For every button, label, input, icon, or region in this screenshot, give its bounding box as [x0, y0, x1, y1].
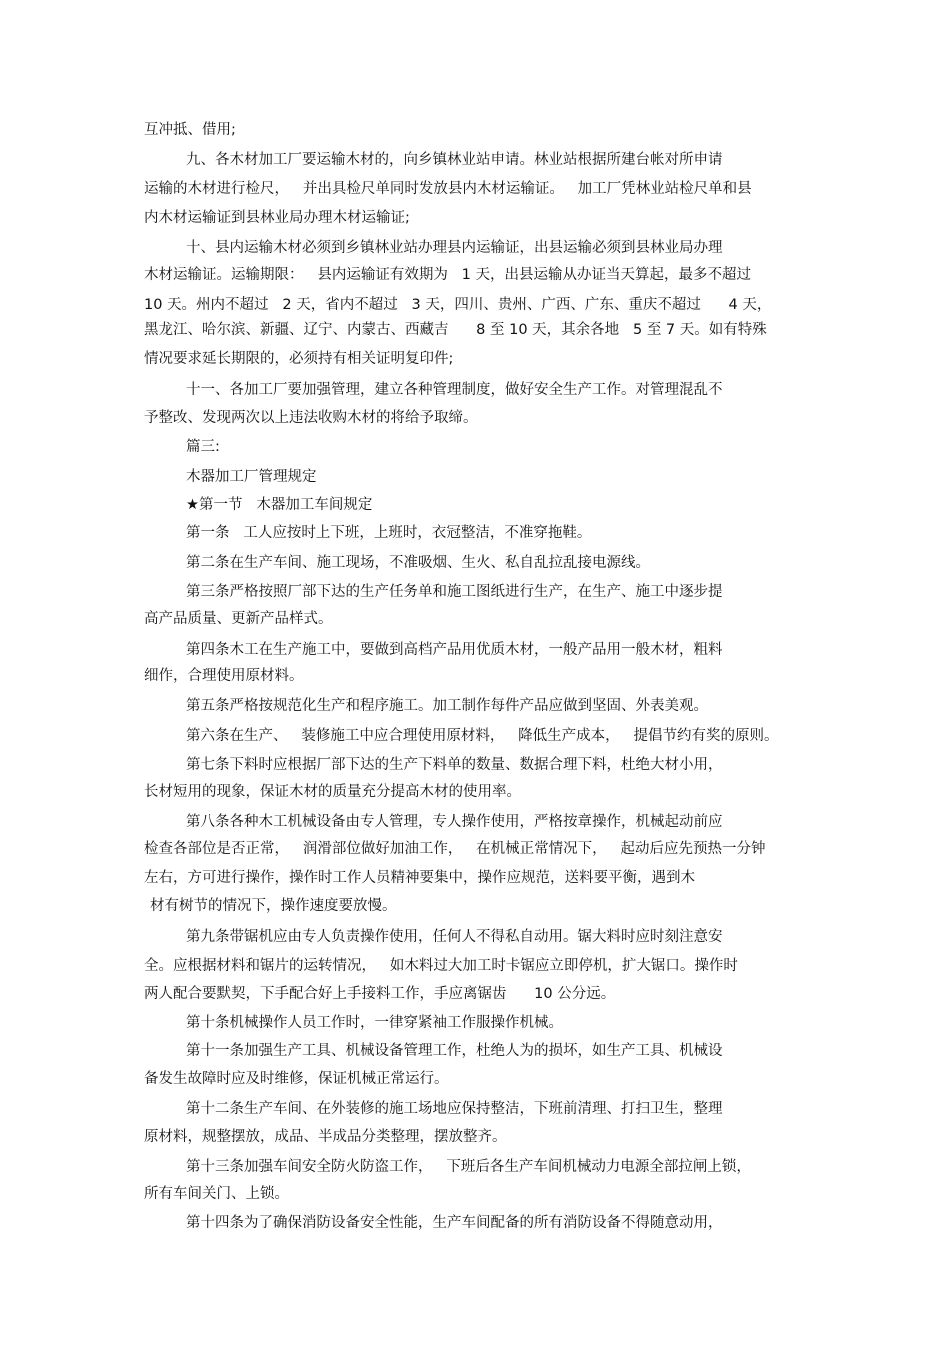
section-heading: ★第一节 木器加工车间规定	[186, 497, 373, 513]
text-line: 第五条严格按规范化生产和程序施工。加工制作每件产品应做到坚固、外表美观。	[186, 698, 708, 714]
text-line: 左右，方可进行操作，操作时工作人员精神要集中，操作应规范，送料要平衡，遇到木	[144, 870, 695, 886]
text-line: 内木材运输证到县林业局办理木材运输证;	[144, 210, 410, 226]
text-line: 第二条在生产车间、施工现场，不准吸烟、生火、私自乱拉乱接电源线。	[186, 555, 650, 571]
text-line: 第一条 工人应按时上下班，上班时，衣冠整洁，不准穿拖鞋。	[186, 525, 592, 541]
text-line: 第八条各种木工机械设备由专人管理，专人操作使用，严格按章操作，机械起动前应	[186, 814, 723, 830]
text-line: 长材短用的现象，保证木材的质量充分提高木材的使用率。	[144, 784, 521, 800]
text-line: 第四条木工在生产施工中，要做到高档产品用优质木材，一般产品用一般木材，粗料	[186, 642, 723, 658]
text-line: 全。应根据材料和锯片的运转情况， 如木料过大加工时卡锯应立即停机，扩大锯口。操作时	[144, 958, 738, 974]
text-line: 第七条下料时应根据厂部下达的生产下料单的数量、数据合理下料，杜绝大材小用，	[186, 757, 723, 773]
text-line: 检查各部位是否正常， 润滑部位做好加油工作， 在机械正常情况下， 起动后应先预热一分钟	[144, 841, 766, 857]
text-line: 第十条机械操作人员工作时，一律穿紧袖工作服操作机械。	[186, 1015, 563, 1031]
text-line: 十一、各加工厂要加强管理，建立各种管理制度，做好安全生产工作。对管理混乱不	[186, 382, 723, 398]
text-line: 九、各木材加工厂要运输木材的，向乡镇林业站申请。林业站根据所建台帐对所申请	[186, 152, 723, 168]
text-line: 予整改、发现两次以上违法收购木材的将给予取缔。	[144, 410, 478, 426]
text-line: 原材料，规整摆放，成品、半成品分类整理，摆放整齐。	[144, 1129, 507, 1145]
text-line: 情况要求延长期限的，必须持有相关证明复印件;	[144, 351, 454, 367]
text-line: 第三条严格按照厂部下达的生产任务单和施工图纸进行生产，在生产、施工中逐步提	[186, 584, 723, 600]
text-line: 第九条带锯机应由专人负责操作使用，任何人不得私自动用。锯大料时应时刻注意安	[186, 929, 723, 945]
text-line: 运输的木材进行检尺， 并出具检尺单同时发放县内木材运输证。 加工厂凭林业站检尺单和县	[144, 181, 752, 197]
text-line: 木材运输证。运输期限： 县内运输证有效期为 1 天，出县运输从办证当天算起，最多不超过	[144, 267, 751, 283]
text-line: 第十一条加强生产工具、机械设备管理工作，杜绝人为的损坏，如生产工具、机械设	[186, 1043, 723, 1059]
text-line: 第十四条为了确保消防设备安全性能，生产车间配备的所有消防设备不得随意动用，	[186, 1215, 723, 1231]
text-line: 十、县内运输木材必须到乡镇林业站办理县内运输证，出县运输必须到县林业局办理	[186, 240, 723, 256]
text-line: 互冲抵、借用;	[144, 122, 236, 138]
text-line: 第十三条加强车间安全防火防盗工作， 下班后各生产车间机械动力电源全部拉闸上锁，	[186, 1159, 751, 1175]
text-line: 两人配合要默契，下手配合好上手接料工作，手应离锯齿 10 公分远。	[144, 986, 616, 1002]
text-line: 黑龙江、哈尔滨、新疆、辽宁、内蒙古、西藏吉 8 至 10 天，其余各地 5 至 7 天。如有特殊	[144, 322, 767, 338]
text-line: 材有树节的情况下，操作速度要放慢。	[150, 898, 397, 914]
text-line: 所有车间关门、上锁。	[144, 1186, 289, 1202]
text-line: 第十二条生产车间、在外装修的施工场地应保持整洁，下班前清理、打扫卫生，整理	[186, 1101, 723, 1117]
text-line: 备发生故障时应及时维修，保证机械正常运行。	[144, 1071, 449, 1087]
text-line: 细作，合理使用原材料。	[144, 668, 304, 684]
text-line: 第六条在生产、 装修施工中应合理使用原材料， 降低生产成本， 提倡节约有奖的原则。	[186, 728, 779, 744]
text-line: 10 天。州内不超过 2 天，省内不超过 3 天，四川、贵州、广西、广东、重庆不超过 4 天，	[144, 297, 772, 313]
text-line: 高产品质量、更新产品样式。	[144, 611, 333, 627]
section-label: 篇三:	[186, 439, 220, 455]
document-title: 木器加工厂管理规定	[186, 469, 317, 485]
